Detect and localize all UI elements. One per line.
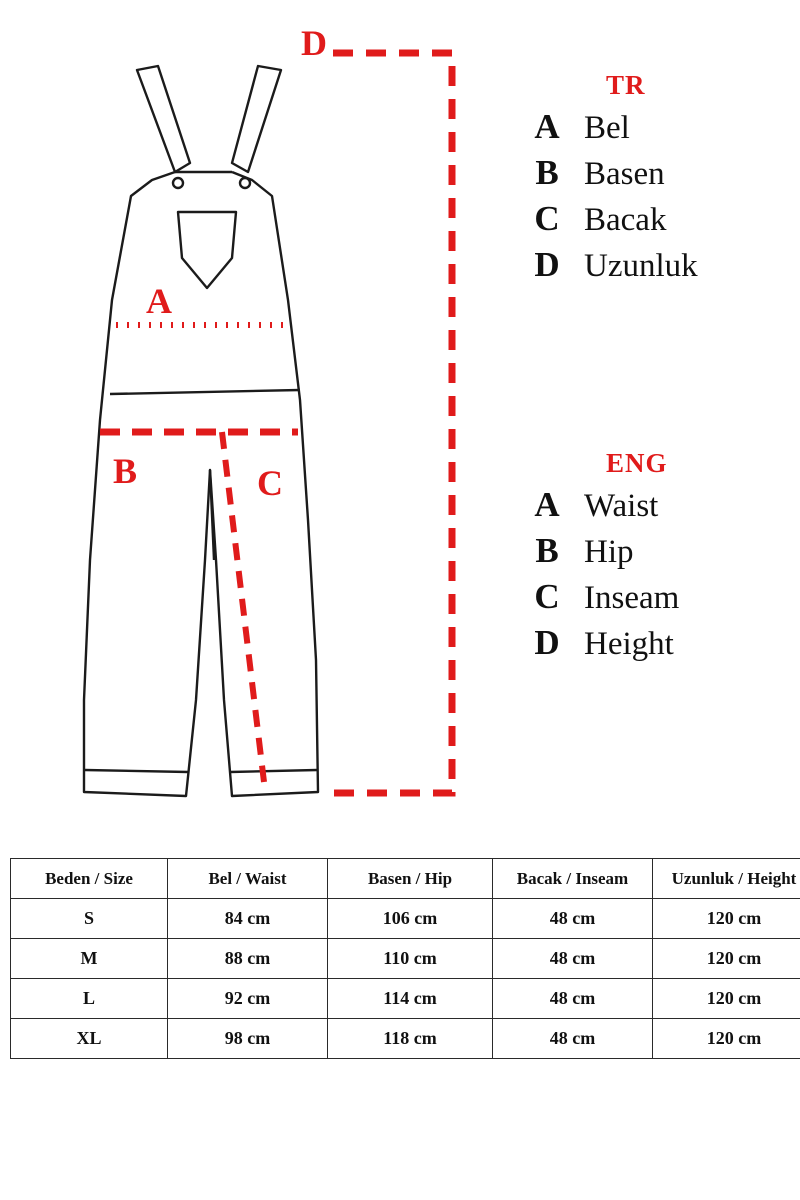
- size-table: [10, 858, 800, 1059]
- legend-tr-letter-a: A: [534, 107, 560, 146]
- table-cell-height: 120 cm: [653, 899, 800, 939]
- legend-eng-row-a: [520, 485, 790, 525]
- legend-eng-letter-d: D: [534, 623, 560, 662]
- legend-tr-letter-c: C: [534, 199, 560, 238]
- marker-label-d: D: [301, 23, 327, 63]
- legend-tr-letter-b: B: [535, 153, 559, 192]
- legend-eng-row-d: [520, 623, 790, 663]
- legend-tr-heading: TR: [606, 70, 646, 100]
- guide-d-height: [333, 53, 452, 793]
- table-header-inseam: Bacak / Inseam: [493, 859, 653, 899]
- table-cell-hip: 114 cm: [328, 979, 493, 1019]
- legend-english: [520, 448, 790, 663]
- table-header-height: Uzunluk / Height: [653, 859, 800, 899]
- table-cell-inseam: 48 cm: [493, 899, 653, 939]
- legend-eng-term-b: Hip: [584, 534, 634, 570]
- legend-tr-term-b: Basen: [584, 156, 665, 192]
- legend-eng-letter-b: B: [535, 531, 559, 570]
- table-cell-hip: 118 cm: [328, 1019, 493, 1059]
- overalls-technical-drawing: [0, 0, 520, 845]
- size-table-container: [10, 858, 797, 1059]
- table-cell-size: S: [11, 899, 168, 939]
- table-header-size: Beden / Size: [11, 859, 168, 899]
- table-cell-hip: 106 cm: [328, 899, 493, 939]
- legend-eng-letter-a: A: [534, 485, 560, 524]
- table-cell-inseam: 48 cm: [493, 939, 653, 979]
- table-header-waist: Bel / Waist: [168, 859, 328, 899]
- table-cell-inseam: 48 cm: [493, 979, 653, 1019]
- table-cell-waist: 92 cm: [168, 979, 328, 1019]
- table-cell-waist: 98 cm: [168, 1019, 328, 1059]
- table-row: [11, 899, 800, 939]
- legend-tr-row-a: [520, 107, 790, 147]
- table-row: [11, 1019, 800, 1059]
- table-cell-height: 120 cm: [653, 979, 800, 1019]
- table-cell-size: M: [11, 939, 168, 979]
- legend-turkish: [520, 70, 790, 285]
- table-cell-size: L: [11, 979, 168, 1019]
- table-row: [11, 979, 800, 1019]
- table-cell-height: 120 cm: [653, 1019, 800, 1059]
- legend-eng-term-c: Inseam: [584, 580, 680, 616]
- table-row: [11, 939, 800, 979]
- legend-eng-letter-c: C: [534, 577, 560, 616]
- table-header-hip: Basen / Hip: [328, 859, 493, 899]
- legend-eng-heading: ENG: [606, 448, 668, 478]
- legend-tr-letter-d: D: [534, 245, 560, 284]
- legend-tr-row-b: [520, 153, 790, 193]
- table-cell-height: 120 cm: [653, 939, 800, 979]
- legend-eng-row-b: [520, 531, 790, 571]
- marker-label-a: A: [146, 281, 172, 321]
- table-cell-waist: 84 cm: [168, 899, 328, 939]
- legend-tr-term-c: Bacak: [584, 202, 667, 238]
- table-cell-size: XL: [11, 1019, 168, 1059]
- table-cell-waist: 88 cm: [168, 939, 328, 979]
- marker-label-b: B: [113, 451, 138, 491]
- legend-tr-term-d: Uzunluk: [584, 248, 698, 284]
- legend-eng-term-a: Waist: [584, 488, 659, 524]
- marker-label-c: C: [257, 463, 283, 503]
- legend-tr-row-c: [520, 199, 790, 239]
- legend-eng-term-d: Height: [584, 626, 674, 662]
- table-cell-inseam: 48 cm: [493, 1019, 653, 1059]
- legend-tr-term-a: Bel: [584, 110, 630, 146]
- legend-tr-row-d: [520, 245, 790, 285]
- table-cell-hip: 110 cm: [328, 939, 493, 979]
- legend-eng-row-c: [520, 577, 790, 617]
- table-header-row: [11, 859, 800, 899]
